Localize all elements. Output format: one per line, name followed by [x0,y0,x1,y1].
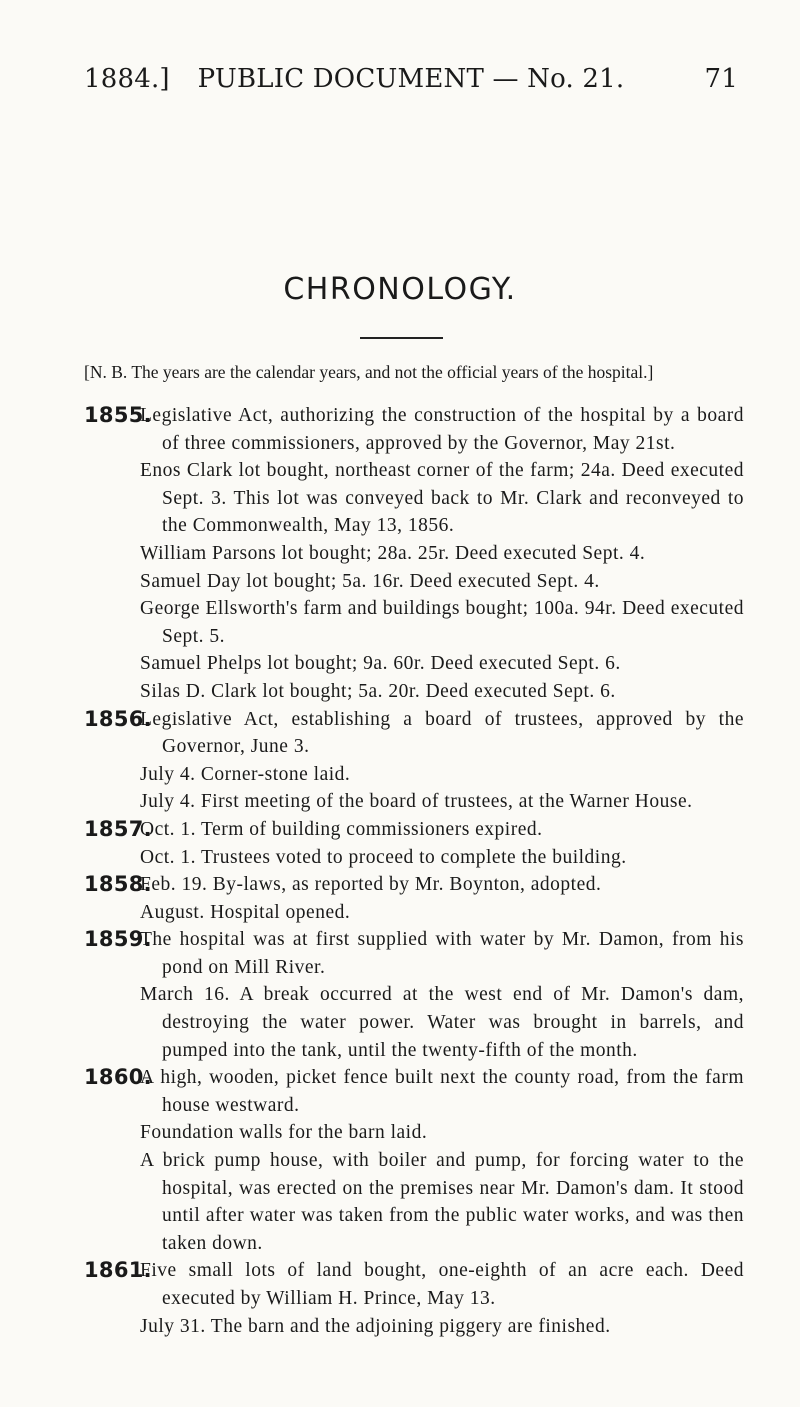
chronology-entry: Enos Clark lot bought, northeast corner of the farm; 24a. Deed executed Sept. 3. This lot was conveyed back to Mr. Clark and reconveyed to the Commonwealth, May 13, 1856. [140,460,744,537]
header-title: PUBLIC DOCUMENT — No. 21. [197,64,625,94]
chronology-entry: Legislative Act, authorizing the construction of the hospital by a board of three commissioners, approved by the Governor, May 21st. [140,405,744,454]
chronology-entry: Samuel Day lot bought; 5a. 16r. Deed executed Sept. 4. [140,570,600,592]
year-label: 1861. [84,1258,152,1283]
editorial-note: [N. B. The years are the calendar years, and not the official years of the hospital.] [84,362,654,382]
chronology-entry: Silas D. Clark lot bought; 5a. 20r. Deed executed Sept. 6. [140,680,616,702]
year-label: 1860. [84,1065,152,1090]
chronology-entry: Oct. 1. Term of building commissioners expired. [140,818,543,840]
year-label: 1858. [84,872,152,897]
chronology-entry: July 4. First meeting of the board of trustees, at the Warner House. [140,791,693,813]
chronology-entry: The hospital was at first supplied with water by Mr. Damon, from his pond on Mill River. [140,929,744,978]
chronology-entry: Feb. 19. By-laws, as reported by Mr. Boynton, adopted. [140,874,602,896]
chronology-entry: William Parsons lot bought; 28a. 25r. Deed executed Sept. 4. [140,542,646,564]
year-label: 1857. [84,816,152,841]
year-label: 1856. [84,706,152,731]
year-block [84,871,744,926]
header-year: 1884.] [84,64,170,94]
chronology-entry: Foundation walls for the barn laid. [140,1122,428,1144]
chronology-entry: George Ellsworth's farm and buildings bought; 100a. 94r. Deed executed Sept. 5. [140,598,744,647]
title-rule [360,337,443,339]
year-block [84,1064,744,1257]
page-title: CHRONOLOGY. [283,272,517,307]
page-number: 71 [704,64,738,94]
chronology-entry: July 31. The barn and the adjoining piggery are finished. [140,1315,611,1337]
chronology-entry: A high, wooden, picket fence built next the county road, from the farm house westward. [140,1067,744,1116]
chronology-entry: July 4. Corner-stone laid. [140,763,351,785]
chronology-entry: Oct. 1. Trustees voted to proceed to complete the building. [140,846,627,868]
year-block [84,926,744,1064]
chronology-entry: August. Hospital opened. [140,901,351,923]
year-label: 1859. [84,927,152,952]
year-block [84,816,744,871]
chronology-entry: Five small lots of land bought, one-eighth of an acre each. Deed executed by William H. Prince, May 13. [140,1260,744,1309]
chronology-entry: March 16. A break occurred at the west end of Mr. Damon's dam, destroying the water power. Water was brought in barrels, and pumped into the tank, until the twenty-fifth of the month. [140,984,744,1061]
year-block [84,402,744,706]
chronology-entry: Legislative Act, establishing a board of trustees, approved by the Governor, June 3. [140,708,744,758]
year-block [84,1257,744,1340]
chronology-entry: A brick pump house, with boiler and pump, for forcing water to the hospital, was erected on the premises near Mr. Damon's dam. It stood until after water was taken from the public water works, and was then taken down. [140,1150,744,1254]
chronology-entry: Samuel Phelps lot bought; 9a. 60r. Deed executed Sept. 6. [140,653,621,675]
year-label: 1855. [84,403,152,427]
chronology-list [84,402,744,1340]
year-block [84,706,744,816]
running-head [84,64,738,100]
